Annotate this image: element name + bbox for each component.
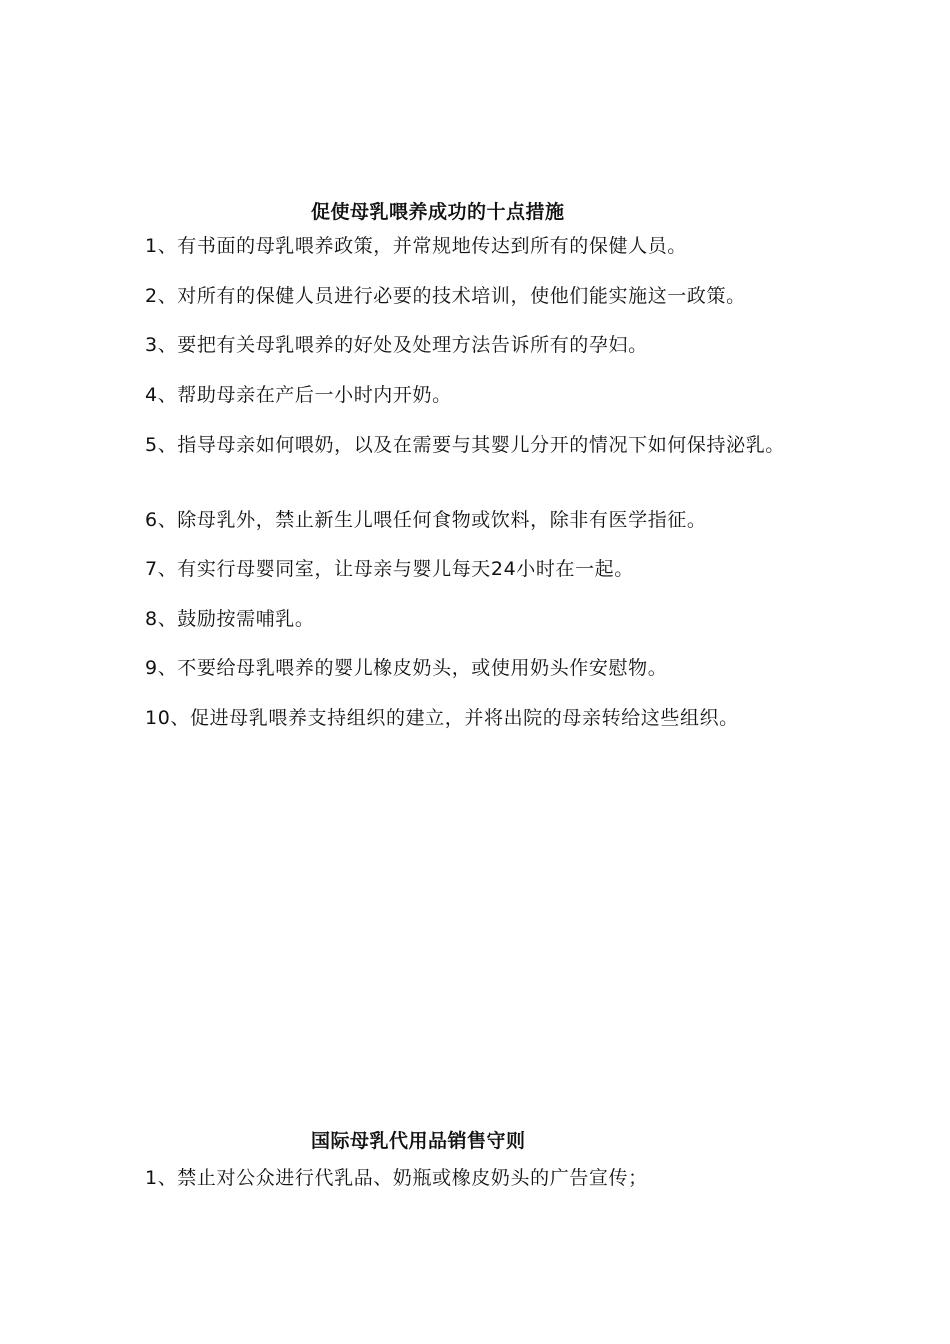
list-item: 4、帮助母亲在产后一小时内开奶。	[145, 384, 452, 406]
list-item: 8、鼓励按需哺乳。	[145, 608, 315, 630]
list-item: 6、除母乳外，禁止新生儿喂任何食物或饮料，除非有医学指征。	[145, 509, 707, 531]
list-item: 3、要把有关母乳喂养的好处及处理方法告诉所有的孕妇。	[145, 334, 648, 356]
list-item: 2、对所有的保健人员进行必要的技术培训，使他们能实施这一政策。	[145, 285, 746, 307]
list-item: 1、禁止对公众进行代乳品、奶瓶或橡皮奶头的广告宣传；	[145, 1167, 648, 1189]
section-title-ten-steps: 促使母乳喂养成功的十点措施	[311, 201, 565, 223]
list-item: 10、促进母乳喂养支持组织的建立，并将出院的母亲转给这些组织。	[145, 707, 739, 729]
list-item: 9、不要给母乳喂养的婴儿橡皮奶头，或使用奶头作安慰物。	[145, 657, 668, 679]
list-item: 5、指导母亲如何喂奶，以及在需要与其婴儿分开的情况下如何保持泌乳。	[145, 434, 785, 456]
list-item: 7、有实行母婴同室，让母亲与婴儿每天24小时在一起。	[145, 558, 634, 580]
list-item: 1、有书面的母乳喂养政策，并常规地传达到所有的保健人员。	[145, 235, 687, 257]
section-title-code-of-marketing: 国际母乳代用品销售守则	[311, 1130, 526, 1152]
